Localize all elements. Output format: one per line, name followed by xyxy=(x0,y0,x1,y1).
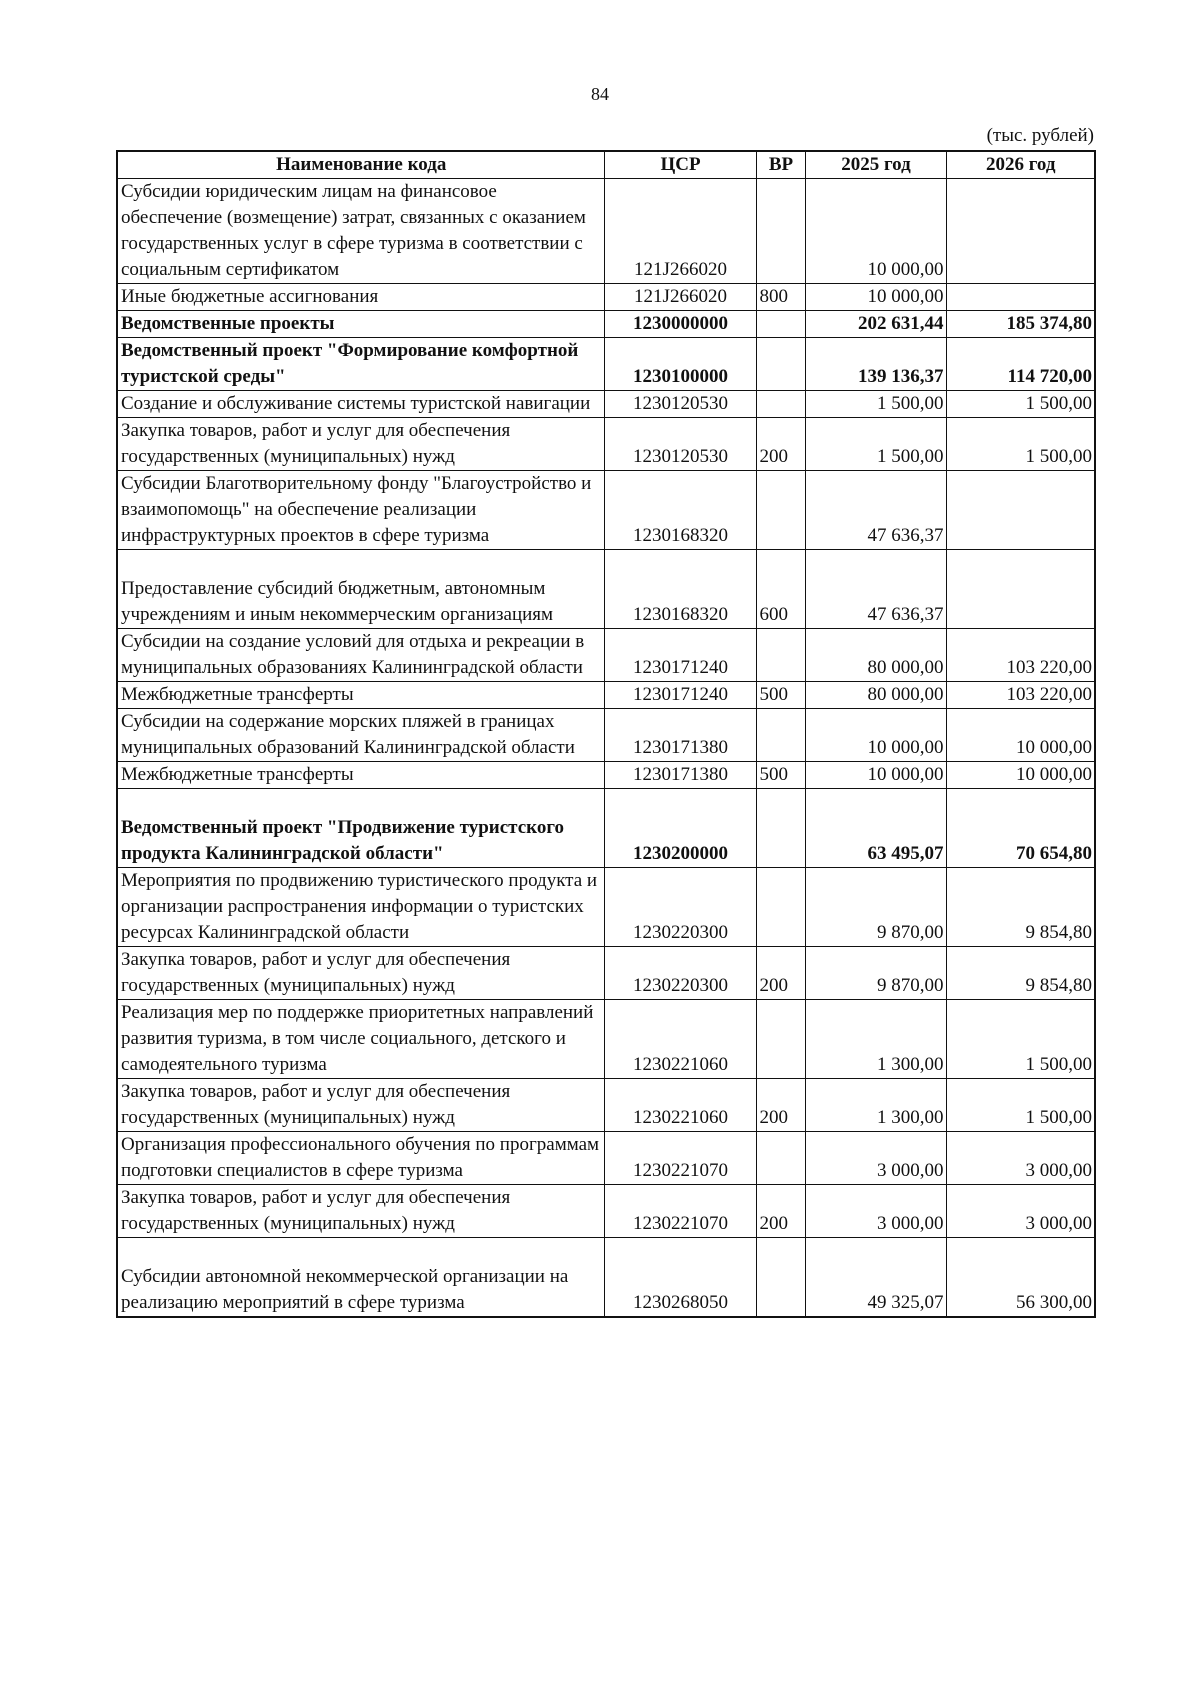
header-vr: ВР xyxy=(756,151,805,179)
cell-name: Реализация мер по поддержке приоритетных направлений развития туризма, в том числе социального, детского и самодеятельного туризма xyxy=(117,1000,604,1079)
cell-vr: 200 xyxy=(756,947,805,1000)
cell-csr: 1230220300 xyxy=(604,947,756,1000)
table-row xyxy=(117,1238,1095,1318)
cell-2026: 56 300,00 xyxy=(946,1238,1095,1318)
cell-2025: 10 000,00 xyxy=(805,762,946,789)
cell-csr: 1230200000 xyxy=(604,789,756,868)
cell-2026 xyxy=(946,550,1095,629)
cell-2025: 63 495,07 xyxy=(805,789,946,868)
cell-2026: 185 374,80 xyxy=(946,311,1095,338)
cell-2025: 202 631,44 xyxy=(805,311,946,338)
cell-name: Создание и обслуживание системы туристской навигации xyxy=(117,391,604,418)
cell-csr: 1230220300 xyxy=(604,868,756,947)
table-header-row xyxy=(117,151,1095,179)
cell-csr: 1230168320 xyxy=(604,550,756,629)
cell-2025: 1 300,00 xyxy=(805,1000,946,1079)
cell-csr: 1230171240 xyxy=(604,629,756,682)
cell-csr: 121J266020 xyxy=(604,284,756,311)
cell-2026: 1 500,00 xyxy=(946,391,1095,418)
cell-csr: 1230221070 xyxy=(604,1132,756,1185)
cell-name: Субсидии на содержание морских пляжей в границах муниципальных образований Калининградской области xyxy=(117,709,604,762)
cell-csr: 1230171240 xyxy=(604,682,756,709)
cell-2025: 80 000,00 xyxy=(805,682,946,709)
cell-2026: 1 500,00 xyxy=(946,1000,1095,1079)
cell-2025: 10 000,00 xyxy=(805,179,946,284)
cell-name: Иные бюджетные ассигнования xyxy=(117,284,604,311)
cell-name: Ведомственные проекты xyxy=(117,311,604,338)
cell-name: Мероприятия по продвижению туристического продукта и организации распространения информации о туристских ресурсах Калининградской области xyxy=(117,868,604,947)
cell-vr xyxy=(756,868,805,947)
cell-2026 xyxy=(946,471,1095,550)
table-row xyxy=(117,311,1095,338)
table-row xyxy=(117,947,1095,1000)
units-label: (тыс. рублей) xyxy=(986,125,1094,146)
cell-vr: 500 xyxy=(756,682,805,709)
cell-vr xyxy=(756,709,805,762)
cell-2026: 103 220,00 xyxy=(946,682,1095,709)
cell-2025: 139 136,37 xyxy=(805,338,946,391)
table-row xyxy=(117,179,1095,284)
cell-csr: 1230120530 xyxy=(604,418,756,471)
table-row xyxy=(117,709,1095,762)
cell-name: Субсидии Благотворительному фонду "Благоустройство и взаимопомощь" на обеспечение реализации инфраструктурных проектов в сфере туризма xyxy=(117,471,604,550)
cell-2026: 9 854,80 xyxy=(946,868,1095,947)
cell-name: Межбюджетные трансферты xyxy=(117,682,604,709)
cell-name: Ведомственный проект "Продвижение туристского продукта Калининградской области" xyxy=(117,789,604,868)
cell-2026: 103 220,00 xyxy=(946,629,1095,682)
table-row xyxy=(117,1079,1095,1132)
cell-2025: 3 000,00 xyxy=(805,1132,946,1185)
cell-csr: 1230100000 xyxy=(604,338,756,391)
cell-2026 xyxy=(946,284,1095,311)
header-name: Наименование кода xyxy=(117,151,604,179)
header-csr: ЦСР xyxy=(604,151,756,179)
cell-2025: 1 500,00 xyxy=(805,391,946,418)
page-number: 84 xyxy=(591,84,609,104)
budget-table xyxy=(116,150,1096,1318)
cell-2025: 47 636,37 xyxy=(805,471,946,550)
table-row xyxy=(117,789,1095,868)
cell-csr: 1230221060 xyxy=(604,1000,756,1079)
cell-name: Субсидии юридическим лицам на финансовое обеспечение (возмещение) затрат, связанных с оказанием государственных услуг в сфере туризма в соответствии с социальным сертификатом xyxy=(117,179,604,284)
cell-vr: 200 xyxy=(756,1079,805,1132)
cell-vr xyxy=(756,1238,805,1318)
cell-2026: 10 000,00 xyxy=(946,709,1095,762)
cell-csr: 1230168320 xyxy=(604,471,756,550)
cell-2026: 3 000,00 xyxy=(946,1185,1095,1238)
cell-vr xyxy=(756,1000,805,1079)
table-row xyxy=(117,762,1095,789)
cell-2025: 3 000,00 xyxy=(805,1185,946,1238)
cell-vr xyxy=(756,629,805,682)
table-row xyxy=(117,1185,1095,1238)
cell-2026: 9 854,80 xyxy=(946,947,1095,1000)
cell-2026: 3 000,00 xyxy=(946,1132,1095,1185)
table-row xyxy=(117,284,1095,311)
cell-vr xyxy=(756,1132,805,1185)
cell-csr: 1230171380 xyxy=(604,709,756,762)
cell-2025: 10 000,00 xyxy=(805,709,946,762)
table-body xyxy=(117,179,1095,1318)
cell-vr xyxy=(756,311,805,338)
cell-2025: 49 325,07 xyxy=(805,1238,946,1318)
cell-name: Субсидии автономной некоммерческой организации на реализацию мероприятий в сфере туризма xyxy=(117,1238,604,1318)
header-2025: 2025 год xyxy=(805,151,946,179)
cell-vr xyxy=(756,471,805,550)
cell-2026: 1 500,00 xyxy=(946,418,1095,471)
cell-name: Субсидии на создание условий для отдыха и рекреации в муниципальных образованиях Калининградской области xyxy=(117,629,604,682)
cell-csr: 121J266020 xyxy=(604,179,756,284)
table-row xyxy=(117,868,1095,947)
table-row xyxy=(117,682,1095,709)
table-row xyxy=(117,338,1095,391)
cell-2026 xyxy=(946,179,1095,284)
cell-name: Предоставление субсидий бюджетным, автономным учреждениям и иным некоммерческим организациям xyxy=(117,550,604,629)
table-row xyxy=(117,391,1095,418)
cell-vr xyxy=(756,789,805,868)
cell-vr: 200 xyxy=(756,418,805,471)
cell-csr: 1230120530 xyxy=(604,391,756,418)
cell-2025: 1 500,00 xyxy=(805,418,946,471)
cell-vr: 200 xyxy=(756,1185,805,1238)
cell-2026: 70 654,80 xyxy=(946,789,1095,868)
table-row xyxy=(117,1132,1095,1185)
cell-name: Закупка товаров, работ и услуг для обеспечения государственных (муниципальных) нужд xyxy=(117,1185,604,1238)
table-row xyxy=(117,1000,1095,1079)
cell-name: Закупка товаров, работ и услуг для обеспечения государственных (муниципальных) нужд xyxy=(117,1079,604,1132)
cell-vr: 500 xyxy=(756,762,805,789)
cell-name: Организация профессионального обучения по программам подготовки специалистов в сфере туризма xyxy=(117,1132,604,1185)
cell-csr: 1230171380 xyxy=(604,762,756,789)
cell-2025: 1 300,00 xyxy=(805,1079,946,1132)
header-2026: 2026 год xyxy=(946,151,1095,179)
cell-vr xyxy=(756,391,805,418)
cell-csr: 1230221070 xyxy=(604,1185,756,1238)
cell-csr: 1230268050 xyxy=(604,1238,756,1318)
cell-name: Ведомственный проект "Формирование комфортной туристской среды" xyxy=(117,338,604,391)
cell-2026: 1 500,00 xyxy=(946,1079,1095,1132)
cell-2026: 114 720,00 xyxy=(946,338,1095,391)
cell-csr: 1230221060 xyxy=(604,1079,756,1132)
cell-vr: 800 xyxy=(756,284,805,311)
cell-vr xyxy=(756,338,805,391)
cell-2025: 10 000,00 xyxy=(805,284,946,311)
table-row xyxy=(117,471,1095,550)
cell-csr: 1230000000 xyxy=(604,311,756,338)
cell-2025: 80 000,00 xyxy=(805,629,946,682)
table-row xyxy=(117,629,1095,682)
cell-name: Закупка товаров, работ и услуг для обеспечения государственных (муниципальных) нужд xyxy=(117,947,604,1000)
table-row xyxy=(117,550,1095,629)
cell-vr xyxy=(756,179,805,284)
cell-2025: 47 636,37 xyxy=(805,550,946,629)
cell-2025: 9 870,00 xyxy=(805,947,946,1000)
cell-vr: 600 xyxy=(756,550,805,629)
cell-2025: 9 870,00 xyxy=(805,868,946,947)
cell-name: Закупка товаров, работ и услуг для обеспечения государственных (муниципальных) нужд xyxy=(117,418,604,471)
cell-2026: 10 000,00 xyxy=(946,762,1095,789)
table-row xyxy=(117,418,1095,471)
cell-name: Межбюджетные трансферты xyxy=(117,762,604,789)
